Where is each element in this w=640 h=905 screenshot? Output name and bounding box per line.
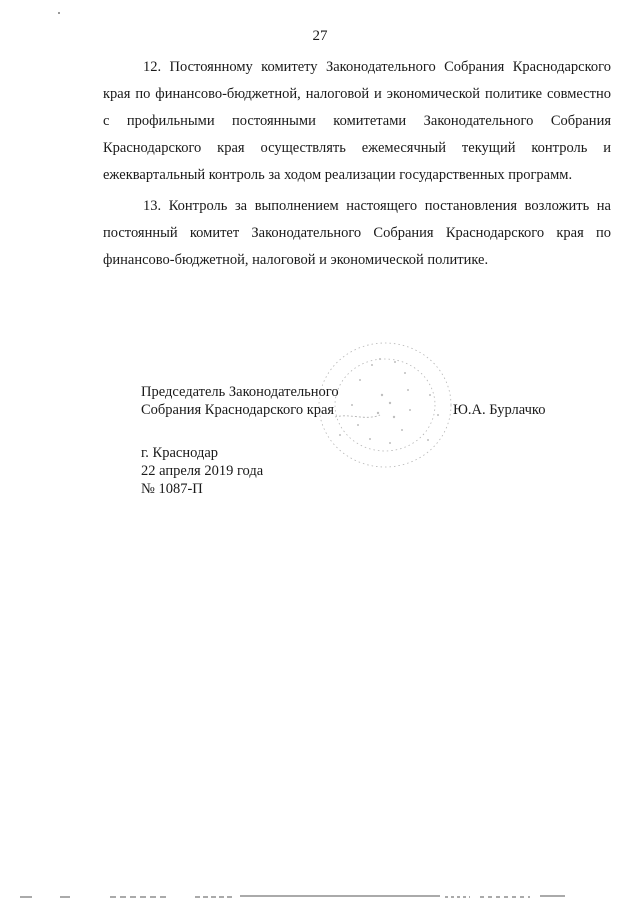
- issue-number: № 1087-П: [141, 481, 203, 497]
- issue-place: г. Краснодар: [141, 445, 219, 461]
- signer-title-line-2: Собрания Краснодарского края: [141, 402, 335, 418]
- issue-date: 22 апреля 2019 года: [141, 463, 264, 479]
- scan-edge-artifact: [0, 892, 640, 902]
- paragraph-13: 13. Контроль за выполнением настоящего постановления возложить на постоянный комитет Законодательного Собрания Краснодарского края по финансово-бюджетной, налоговой и экономической политике.: [103, 198, 611, 268]
- page-number: 27: [312, 28, 328, 44]
- paragraph-12: 12. Постоянному комитету Законодательного Собрания Краснодарского края по финансово-бюджетной, налоговой и экономической политике совместно с профильными постоянными комитетами Законодательного Собрания Краснодарского края осуществлять ежемесячный текущий контроль и ежеквартальный контроль за ходом реализации государственных программ.: [103, 59, 611, 183]
- document-body: [103, 54, 611, 278]
- issue-details: [141, 444, 263, 498]
- signer-title: [141, 383, 339, 419]
- signer-title-line-1: Председатель Законодательного: [141, 384, 339, 400]
- scan-speck: [58, 12, 60, 14]
- signer-name: Ю.А. Бурлачко: [453, 402, 546, 418]
